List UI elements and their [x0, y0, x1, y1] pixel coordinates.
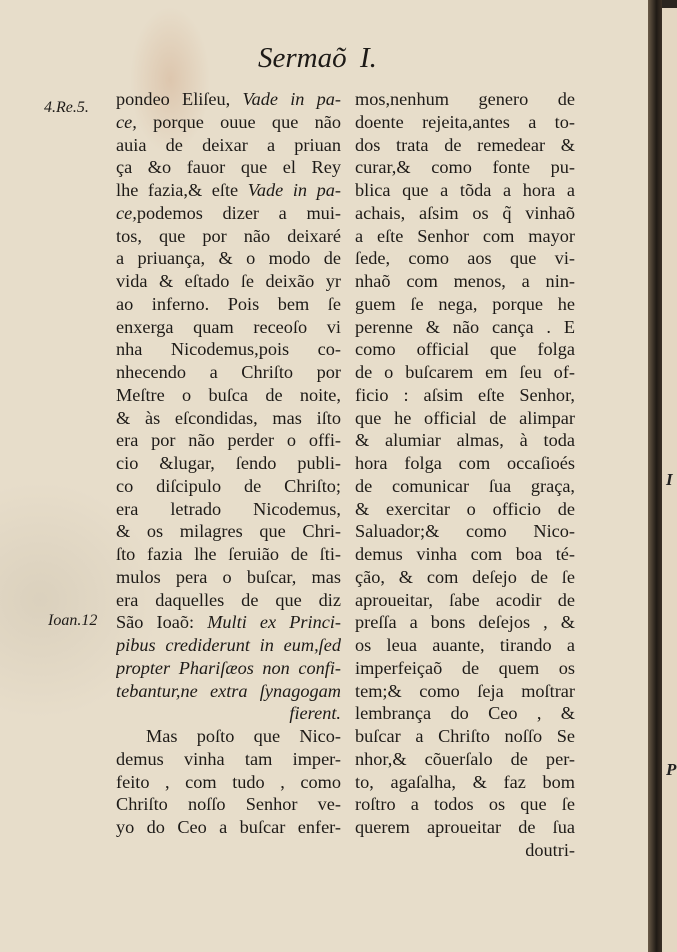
text-run: tem;& como ſeja moſtrar — [355, 680, 575, 701]
text-line — [355, 361, 575, 384]
text-line — [355, 384, 575, 407]
text-run: & exercitar o officio de — [355, 498, 575, 519]
text-run: nha Nicodemus,pois co- — [116, 339, 341, 360]
text-run: roſtro a todos os que ſe — [355, 794, 575, 815]
text-run: podemos dizer a mui- — [136, 202, 341, 223]
text-line — [355, 702, 575, 725]
running-head-number: I. — [360, 42, 377, 74]
text-run: dos trata de remedear & — [355, 134, 575, 155]
text-run: que he official de alimpar — [355, 407, 575, 428]
text-run: nhor,& cõuerſalo de per- — [355, 748, 575, 769]
text-run: demus vinha tam imper- — [116, 748, 341, 769]
text-run: mos,nenhum genero de — [355, 89, 575, 109]
text-run: era letrado Nicodemus, — [116, 498, 341, 519]
text-line — [116, 680, 341, 703]
text-run: de o buſcarem em ſeu of- — [355, 362, 575, 382]
margin-note: Ioan.12 — [48, 612, 98, 629]
text-line — [355, 793, 575, 816]
text-run: co diſcipulo de Chriſto; — [116, 475, 341, 496]
book-gutter — [648, 0, 662, 952]
text-line — [116, 498, 341, 521]
text-run: & às eſcondidas, mas iſto — [116, 407, 341, 428]
text-run: mulos pera o buſcar, mas — [116, 566, 341, 587]
text-line — [355, 247, 575, 270]
text-run: ção, & com deſejo de ſe — [355, 566, 575, 587]
text-line — [355, 316, 575, 339]
text-line — [116, 589, 341, 612]
text-line — [116, 293, 341, 316]
text-run: São Ioaõ: — [116, 612, 208, 633]
text-line — [116, 520, 341, 543]
text-line — [355, 429, 575, 452]
text-line — [116, 452, 341, 475]
text-run: lembrança do Ceo , & — [355, 703, 575, 724]
text-run: doutri- — [525, 839, 575, 860]
text-run: ſede, como aos que vi- — [355, 248, 575, 269]
italic-text: fierent. — [289, 703, 341, 724]
text-line — [116, 543, 341, 566]
text-line — [355, 293, 575, 316]
text-line — [116, 702, 341, 725]
text-run: era daquelles de que diz — [116, 589, 341, 610]
next-page-mark: P — [666, 760, 677, 779]
text-run: demus vinha com boa té- — [355, 544, 575, 564]
text-line — [116, 202, 341, 225]
text-line — [116, 429, 341, 452]
next-page-mark: I — [666, 470, 673, 489]
text-line — [116, 225, 341, 248]
text-run: auia de deixar a priuan — [116, 134, 341, 155]
text-run: a eſte Senhor com mayor — [355, 225, 575, 246]
text-run: lhe fazia,& eſte — [116, 180, 248, 200]
text-run: enxerga quam receoſo vi — [116, 316, 341, 337]
text-run: nhaõ com menos, a nin- — [355, 271, 575, 291]
text-line — [116, 270, 341, 293]
text-line — [355, 156, 575, 179]
text-run: doente rejeita,antes a to- — [355, 111, 575, 132]
text-run: & alumiar almas, à toda — [355, 430, 575, 451]
text-run: perenne & não cança . E — [355, 316, 575, 337]
text-line — [355, 179, 575, 202]
text-line — [355, 589, 575, 612]
italic-text: ce, — [116, 202, 137, 223]
text-run: ficio : aſsim eſte Senhor, — [355, 384, 575, 405]
text-line — [355, 225, 575, 248]
text-run: nhecendo a Chriſto por — [116, 362, 341, 382]
text-line — [116, 725, 341, 748]
text-line — [116, 475, 341, 498]
left-text-column — [116, 88, 341, 839]
text-line — [116, 316, 341, 339]
text-line — [355, 111, 575, 134]
text-run: tos, que por não deixaré — [116, 225, 341, 246]
text-line — [355, 202, 575, 225]
text-run: feito , com tudo , como — [116, 771, 341, 792]
italic-text: Multi ex Princi- — [207, 612, 341, 633]
text-run: Mas poſto que Nico- — [146, 726, 341, 746]
text-run: achais, aſsim os q̃ vinhaõ — [355, 202, 575, 223]
text-line — [355, 680, 575, 703]
text-run: buſcar a Chriſto noſſo Se — [355, 726, 575, 746]
text-line — [116, 793, 341, 816]
text-line — [355, 520, 575, 543]
text-line — [116, 134, 341, 157]
text-run: ça &o fauor que el Rey — [116, 157, 341, 178]
text-run: & os milagres que Chri- — [116, 521, 341, 542]
text-line — [116, 111, 341, 134]
text-line — [355, 543, 575, 566]
text-line — [355, 407, 575, 430]
italic-text: ce, — [116, 111, 137, 132]
text-line — [355, 771, 575, 794]
text-line — [355, 634, 575, 657]
text-run: como official que folga — [355, 339, 575, 360]
text-run: vida & eſtado ſe deixão yr — [116, 271, 341, 291]
text-run: ſto fazia lhe ſeruião de ſti- — [116, 544, 341, 564]
text-line — [116, 634, 341, 657]
text-line — [355, 611, 575, 634]
text-line — [355, 725, 575, 748]
text-run: de comunicar ſua graça, — [355, 475, 575, 496]
text-run: Meſtre o buſca de noite, — [116, 384, 341, 405]
italic-text: pibus crediderunt in eum,ſed — [116, 635, 341, 655]
right-text-column — [355, 88, 575, 862]
text-run: preſſa a bons deſejos , & — [355, 612, 575, 633]
text-line — [355, 88, 575, 111]
text-line — [355, 657, 575, 680]
text-run: to, agaſalha, & faz bom — [355, 771, 575, 792]
text-run: pondeo Eliſeu, — [116, 89, 243, 109]
text-run: imperfeiçaõ de quem os — [355, 657, 575, 678]
text-line — [116, 156, 341, 179]
text-run: porque ouue que não — [136, 111, 341, 132]
text-line — [355, 475, 575, 498]
text-run: era por não perder o offi- — [116, 430, 341, 451]
italic-text: propter Phariſæos non confi- — [116, 657, 341, 678]
text-line — [355, 452, 575, 475]
text-line — [355, 748, 575, 771]
text-run: guem ſe nega, porque he — [355, 293, 575, 314]
text-run: cio &lugar, ſendo publi- — [116, 453, 341, 473]
text-line — [355, 338, 575, 361]
text-line — [116, 247, 341, 270]
text-run: ao inferno. Pois bem ſe — [116, 293, 341, 314]
text-line — [116, 361, 341, 384]
text-line — [355, 566, 575, 589]
text-run: hora folga com occaſioés — [355, 453, 575, 473]
running-head-title: Sermaõ — [258, 42, 347, 74]
text-line — [116, 748, 341, 771]
italic-text: Vade in pa- — [242, 89, 341, 109]
italic-text: Vade in pa- — [247, 180, 341, 200]
text-line — [116, 611, 341, 634]
text-line — [116, 179, 341, 202]
margin-note: 4.Re.5. — [44, 99, 89, 116]
text-line — [355, 270, 575, 293]
text-line — [355, 839, 575, 862]
text-run: blica que a tõda a hora a — [355, 180, 575, 200]
text-run: querem aproueitar de ſua — [355, 817, 575, 837]
text-run: a priuança, & o modo de — [116, 248, 341, 269]
text-line — [355, 498, 575, 521]
italic-text: tebantur,ne extra ſynagogam — [116, 680, 341, 701]
text-run: yo do Ceo a buſcar enfer- — [116, 817, 341, 837]
text-line — [116, 816, 341, 839]
text-line — [116, 771, 341, 794]
text-line — [116, 384, 341, 407]
text-run: os leua auante, tirando a — [355, 635, 575, 655]
text-line — [116, 566, 341, 589]
text-line — [116, 338, 341, 361]
text-line — [116, 407, 341, 430]
text-run: aproueitar, ſabe acodir de — [355, 589, 575, 610]
text-line — [116, 88, 341, 111]
text-line — [116, 657, 341, 680]
text-run: Saluador;& como Nico- — [355, 521, 575, 542]
text-line — [355, 816, 575, 839]
text-run: curar,& como fonte pu- — [355, 157, 575, 178]
text-line — [355, 134, 575, 157]
text-run: Chriſto noſſo Senhor ve- — [116, 794, 341, 815]
